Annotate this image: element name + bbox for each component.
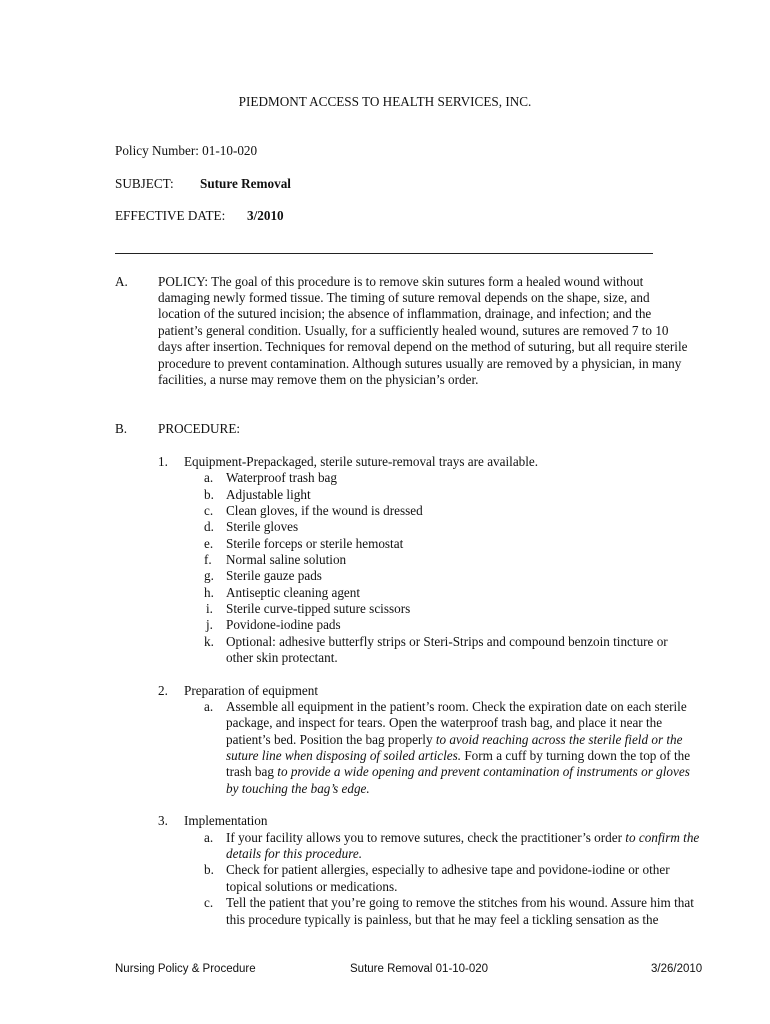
item-2a-letter: a. [204,699,214,714]
policy-line: damaging newly formed tissue. The timing of suture removal depends on the shape, size, and [158,290,650,305]
item-3c-line: Tell the patient that you’re going to remove the stitches from his wound. Assure him that [226,895,694,910]
equipment-item: Clean gloves, if the wound is dressed [226,503,423,518]
item-2a-line: package, and inspect for tears. Open the waterproof trash bag, and place it near the [226,715,663,730]
item-3b-line: Check for patient allergies, especially to adhesive tape and povidone-iodine or other [226,862,670,877]
item-3a-italic-text: to confirm the [625,830,700,845]
item-2a-line [226,764,690,780]
section-b-letter: B. [115,421,128,436]
effective-date-label: EFFECTIVE DATE: [115,208,226,223]
item-2a-text: Form a cuff by turning down the top of the [461,748,691,763]
item-2a-italic-text: to avoid reaching across the sterile field or the [435,732,683,747]
equipment-item-continuation: other skin protectant. [226,650,338,665]
footer-center: Suture Removal 01-10-020 [350,963,489,975]
equipment-letter: b. [204,487,214,502]
equipment-item: Sterile forceps or sterile hemostat [226,536,404,551]
policy-line: days after insertion. Techniques for removal depend on the method of suturing, but all require sterile [158,339,688,354]
equipment-letter: d. [204,519,214,534]
equipment-letter: a. [204,470,214,485]
equipment-letter: h. [204,585,214,600]
company-title: PIEDMONT ACCESS TO HEALTH SERVICES, INC. [238,94,532,109]
item-2a-text: patient’s bed. Position the bag properly [226,732,436,747]
item-3-number: 3. [158,813,168,828]
item-2-number: 2. [158,683,168,698]
item-3c-line: this procedure typically is painless, but that he may feel a tickling sensation as the [226,912,659,927]
subject-label: SUBJECT: [115,176,174,191]
equipment-letter: c. [204,503,214,518]
equipment-letter: k. [204,634,214,649]
policy-line: location of the sutured incision; the absence of inflammation, drainage, and infection; and the [158,306,652,321]
equipment-letter: i. [206,601,213,616]
header-divider [115,253,653,254]
item-3b-letter: b. [204,862,214,877]
subject-value: Suture Removal [200,176,291,191]
item-2a-line [226,748,690,764]
effective-date-value: 3/2010 [247,208,284,223]
item-2a-line: by touching the bag’s edge. [226,781,370,796]
item-2a-text: trash bag [226,764,278,779]
footer-left: Nursing Policy & Procedure [115,963,256,975]
equipment-item: Normal saline solution [226,552,347,567]
equipment-item: Povidone-iodine pads [226,617,341,632]
policy-number: Policy Number: 01-10-020 [115,143,258,158]
policy-line: POLICY: The goal of this procedure is to remove skin sutures form a healed wound without [158,274,644,289]
item-2a-italic-text: suture line when disposing of soiled articles. [226,748,462,763]
section-b-title: PROCEDURE: [158,421,241,436]
policy-line: procedure to prevent contamination. Although sutures usually are removed by a physician, in many [158,356,682,371]
equipment-letter: g. [204,568,214,583]
equipment-item: Sterile curve-tipped suture scissors [226,601,411,616]
item-2a-line: Assemble all equipment in the patient’s room. Check the expiration date on each sterile [226,699,687,714]
item-3a-line [226,830,699,846]
policy-line: facilities, a nurse may remove them on the physician’s order. [158,372,479,387]
item-2a-line [226,732,683,748]
footer-right: 3/26/2010 [651,963,703,975]
equipment-item: Antiseptic cleaning agent [226,585,361,600]
item-3c-letter: c. [204,895,214,910]
item-2a-italic-text: to provide a wide opening and prevent contamination of instruments or gloves [277,764,690,779]
section-a-letter: A. [115,274,128,289]
equipment-item: Adjustable light [226,487,311,502]
equipment-item: Waterproof trash bag [226,470,337,485]
item-3-title: Implementation [184,813,268,828]
equipment-item: Optional: adhesive butterfly strips or Steri-Strips and compound benzoin tincture or [226,634,668,649]
policy-line: patient’s general condition. Usually, for a sufficiently healed wound, sutures are removed 7 to 10 [158,323,669,338]
equipment-letter: j. [206,617,213,632]
item-3b-line: topical solutions or medications. [226,879,398,894]
item-3a-letter: a. [204,830,214,845]
item-1-title: Equipment-Prepackaged, sterile suture-removal trays are available. [184,454,539,469]
equipment-letter: e. [204,536,214,551]
equipment-item: Sterile gauze pads [226,568,322,583]
equipment-item: Sterile gloves [226,519,299,534]
item-3a-text: If your facility allows you to remove sutures, check the practitioner’s order [226,830,626,845]
item-1-number: 1. [158,454,168,469]
equipment-letter: f. [204,552,212,567]
item-2-title: Preparation of equipment [184,683,319,698]
item-3a-line: details for this procedure. [226,846,363,861]
